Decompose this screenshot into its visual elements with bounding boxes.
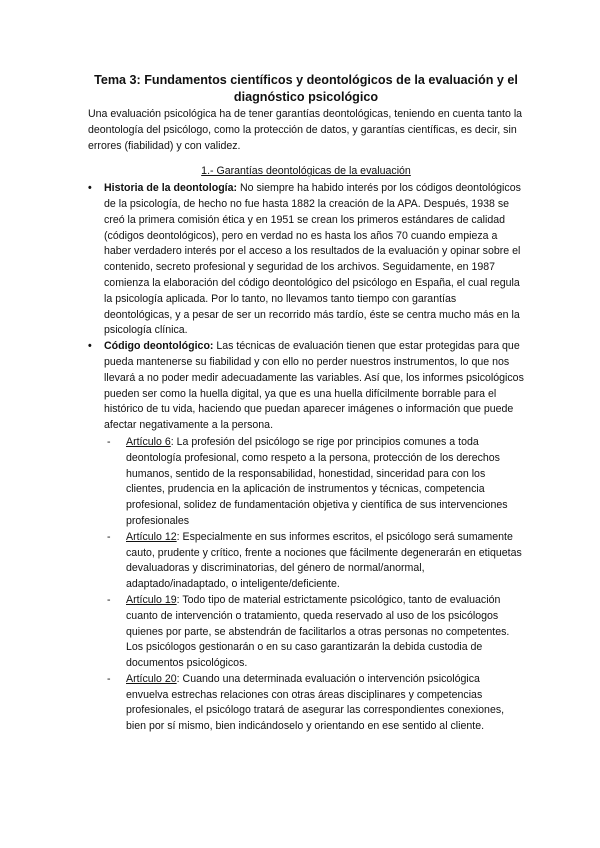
dash-icon: - — [107, 435, 111, 448]
bullet-text: Las técnicas de evaluación tienen que estar protegidas para que pueda mantenerse su fiabilidad y con ello no perder nuestros instrumentos, lo que nos llevará a no poder medir adecuadamente las variables. Así que, los informes psicológicos pueden ser como la huella digital, ya que es una huella difícilmente borrable para el histórico de tu vida, haciendo que puedan aparecer imágenes o información que puede afectar negativamente a la persona. — [104, 340, 524, 432]
dash-icon: - — [107, 593, 111, 606]
article-name: Artículo 20 — [126, 672, 177, 685]
intro-paragraph: Una evaluación psicológica ha de tener garantías deontológicas, teniendo en cuenta tanto la deontología del psicólogo, como la protección de datos, y garantías científicas, es decir, sin errores (fiabilidad) y con validez. — [88, 108, 523, 152]
bullet-term: Historia de la deontología: — [104, 182, 238, 195]
bullet-item-history — [88, 181, 524, 339]
article-name: Artículo 12 — [126, 530, 177, 543]
article-item-12 — [104, 530, 524, 593]
document-page — [88, 72, 524, 735]
bullet-term: Código deontológico: — [104, 340, 214, 353]
bullet-text: No siempre ha habido interés por los códigos deontológicos de la psicología, de hecho no fue hasta 1882 la creación de la APA. Después, 1938 se creó la primera comisión ética y en 1951 se crean los primeros estándares de calidad (códigos deontológicos), pero en verdad no es hasta los años 70 cuando empieza a haber verdadero interés por el acceso a los resultados de la evaluación y opinar sobre el contenido, secreto profesional y seguridad de los archivos. Seguidamente, en 1987 comienza la elaboración del código deontológico del psicólogo en España, el cual regula la psicología aplicada. Por lo tanto, no llevamos tanto tiempo con garantías deontológicas, y a pesar de ser un recorrido más tardío, éste se centra mucho más en la psicología clínica. — [104, 182, 521, 337]
article-text: : Especialmente en sus informes escritos, el psicólogo será sumamente cauto, prudente y crítico, frente a nociones que fácilmente degenerarán en etiquetas devaluadoras y discriminatorias, del género de normal/anormal, adaptado/inadaptado, o inteligente/deficiente. — [126, 530, 522, 591]
section-heading: 1.- Garantías deontológicas de la evaluación — [201, 165, 411, 178]
bullet-list — [88, 181, 524, 735]
article-item-20 — [104, 672, 524, 735]
dash-icon: - — [107, 672, 111, 685]
document-title: Tema 3: Fundamentos científicos y deontológicos de la evaluación y el diagnóstico psicológico — [94, 73, 518, 104]
article-text: : Todo tipo de material estrictamente psicológico, tanto de evaluación cuanto de intervención o tratamiento, queda reservado al uso de los psicólogos quienes por parte, se abstendrán de facilitarlos a otras personas no competentes. Los psicólogos gestionarán o en su caso garantizarán la debida custodia de documentos psicológicos. — [126, 593, 510, 670]
dash-icon: - — [107, 530, 111, 543]
article-name: Artículo 6 — [126, 435, 171, 448]
article-text: : Cuando una determinada evaluación o intervención psicológica envuelva estrechas relaciones con otras áreas disciplinares y competencias profesionales, el psicólogo tratará de asegurar las correspondientes conexiones, bien por sí mismo, bien indicándoselo y orientando en ese sentido al cliente. — [126, 672, 505, 733]
article-text: : La profesión del psicólogo se rige por principios comunes a toda deontología profesional, como respeto a la persona, protección de los derechos humanos, sentido de la responsabilidad, honestidad, sinceridad para con los clientes, prudencia en la aplicación de instrumentos y técnicas, competencia profesional, solidez de fundamentación objetiva y científica de sus intervenciones profesionales — [126, 435, 508, 527]
article-item-6 — [104, 435, 524, 530]
bullet-item-code — [88, 339, 524, 735]
article-item-19 — [104, 593, 524, 672]
article-list — [104, 435, 524, 735]
article-name: Artículo 19 — [126, 593, 177, 606]
bullet-icon: • — [88, 182, 92, 195]
bullet-icon: • — [88, 340, 92, 353]
